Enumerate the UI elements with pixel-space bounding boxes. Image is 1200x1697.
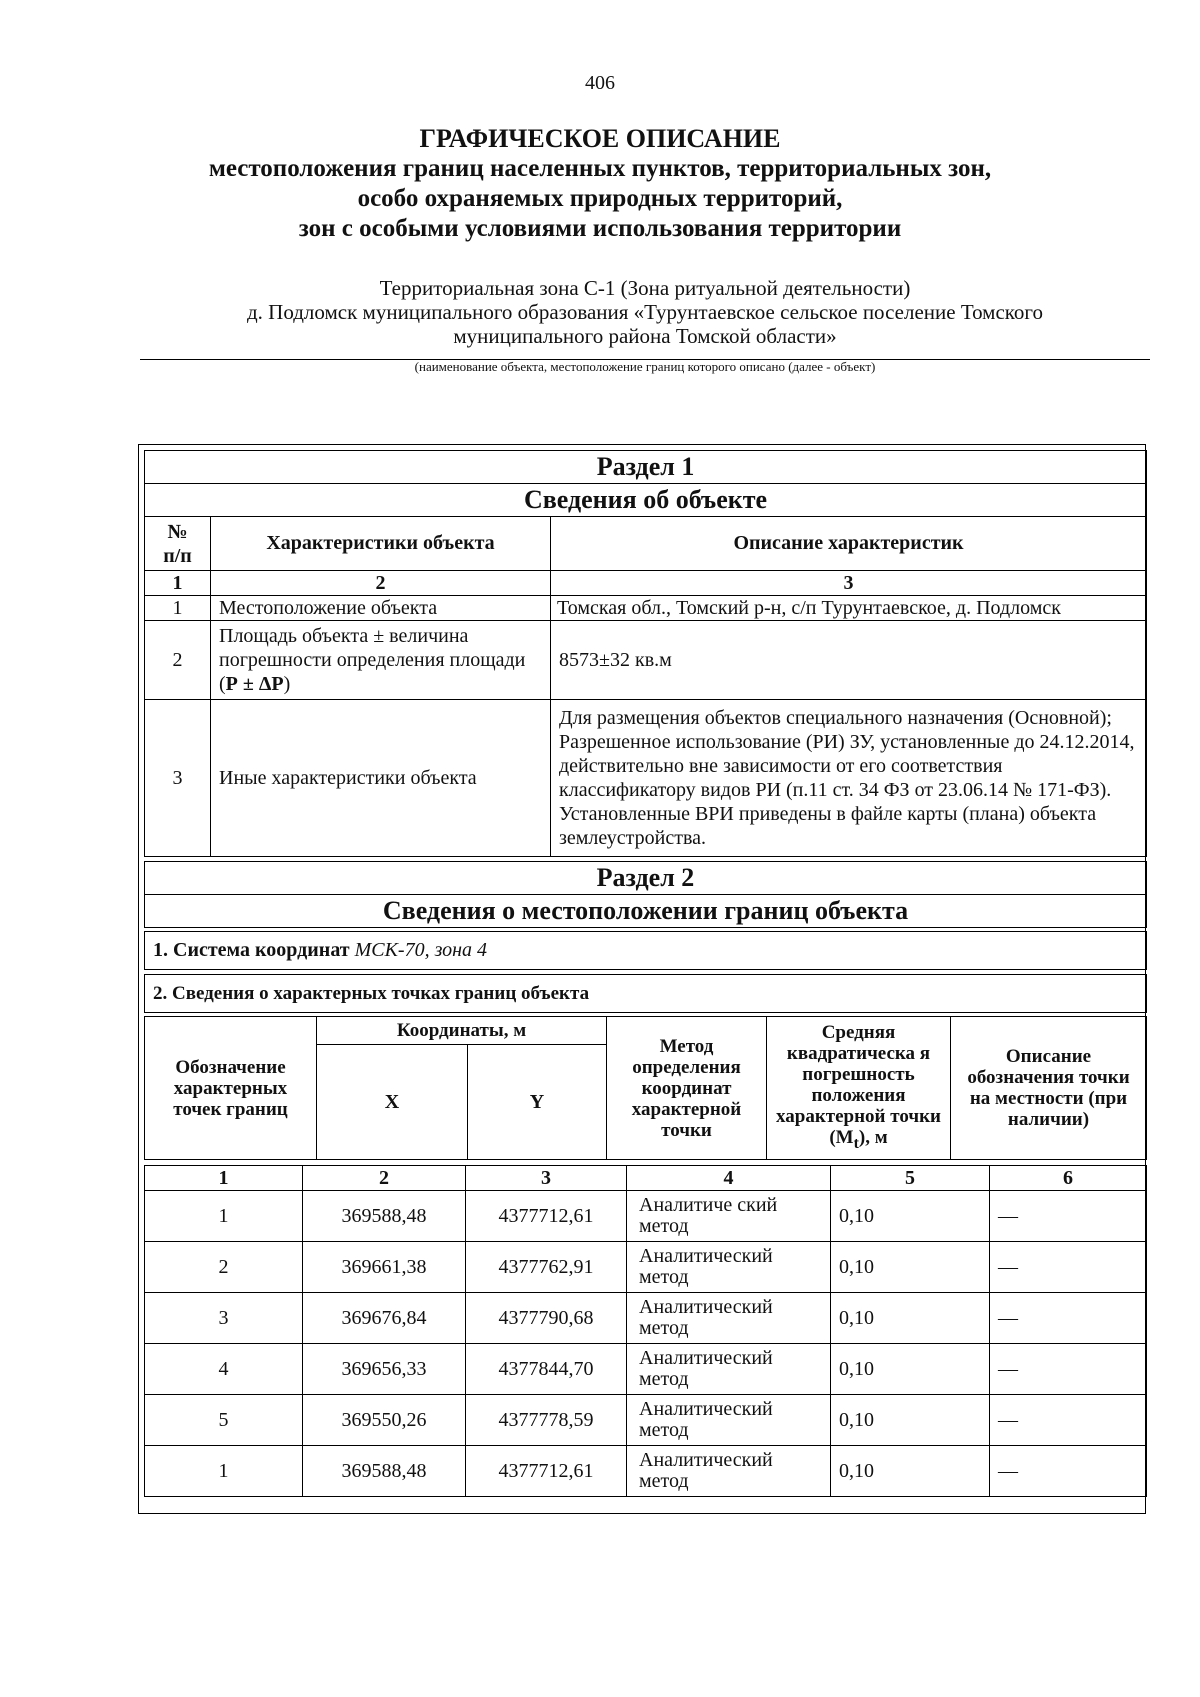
point-id: 1 <box>145 1191 303 1242</box>
point-y: 4377844,70 <box>466 1344 627 1395</box>
header-description: Описание характеристик <box>551 517 1147 571</box>
index-cell: 3 <box>551 571 1147 596</box>
point-id: 5 <box>145 1395 303 1446</box>
characteristic-name <box>211 621 551 700</box>
area-label-end: ) <box>283 673 291 695</box>
object-name <box>140 276 1150 348</box>
header-mean-error-text: Средняя квадратическа я погрешность положения характерной точки (М <box>776 1022 941 1149</box>
index-cell: 2 <box>211 571 551 596</box>
point-method: Аналитиче ский метод <box>627 1191 831 1242</box>
document-heading <box>0 124 1200 244</box>
point-x: 369676,84 <box>303 1293 466 1344</box>
index-cell: 6 <box>990 1166 1147 1191</box>
point-method: Аналитический метод <box>627 1446 831 1497</box>
table-row <box>145 1242 1147 1293</box>
document-subtitle-line-1: местоположения границ населенных пунктов, территориальных зон, <box>208 155 992 182</box>
row-number: 2 <box>145 621 211 700</box>
section-1-title: Раздел 1 <box>145 451 1147 484</box>
point-error: 0,10 <box>831 1293 990 1344</box>
document-subtitle-line-2: особо охраняемых природных территорий, <box>357 185 843 212</box>
coordinate-system <box>145 932 1147 970</box>
section-1-table <box>144 450 1147 857</box>
section-2-title-table <box>144 861 1147 928</box>
point-method: Аналитический метод <box>627 1395 831 1446</box>
characteristic-value: Томская обл., Томский р-н, с/п Турунтаевское, д. Подломск <box>551 596 1147 621</box>
index-cell: 1 <box>145 571 211 596</box>
characteristic-name: Местоположение объекта <box>211 596 551 621</box>
object-name-line-2: д. Подломск муниципального образования «Турунтаевское сельское поселение Томского <box>246 300 1044 324</box>
header-y: Y <box>468 1045 607 1160</box>
point-description: — <box>990 1395 1147 1446</box>
point-y: 4377778,59 <box>466 1395 627 1446</box>
header-x: X <box>317 1045 468 1160</box>
point-error: 0,10 <box>831 1191 990 1242</box>
area-label: Площадь объекта ± величина погрешности определения площади ( <box>219 625 526 695</box>
point-description: — <box>990 1446 1147 1497</box>
coordinate-system-label: 1. Система координат <box>153 939 355 961</box>
point-x: 369588,48 <box>303 1446 466 1497</box>
point-id: 4 <box>145 1344 303 1395</box>
row-number: 3 <box>145 700 211 857</box>
point-error: 0,10 <box>831 1344 990 1395</box>
coordinate-system-table <box>144 931 1147 970</box>
header-method: Метод определения координат характерной точки <box>607 1017 767 1160</box>
points-table <box>144 1165 1147 1497</box>
object-name-line-3: муниципального района Томской области» <box>453 324 837 348</box>
characteristic-value: 8573±32 кв.м <box>551 621 1147 700</box>
point-error: 0,10 <box>831 1446 990 1497</box>
point-error: 0,10 <box>831 1395 990 1446</box>
point-id: 1 <box>145 1446 303 1497</box>
table-row <box>145 1191 1147 1242</box>
table-row <box>145 596 1147 621</box>
point-description: — <box>990 1191 1147 1242</box>
point-x: 369661,38 <box>303 1242 466 1293</box>
section-2-title: Раздел 2 <box>145 862 1147 895</box>
object-name-caption: (наименование объекта, местоположение границ которого описано (далее - объект) <box>414 359 876 374</box>
table-row <box>145 1446 1147 1497</box>
index-cell: 2 <box>303 1166 466 1191</box>
document-subtitle-line-3: зон с особыми условиями использования территории <box>298 215 902 242</box>
table-row <box>145 700 1147 857</box>
section-2-subtitle: Сведения о местоположении границ объекта <box>145 895 1147 928</box>
point-description: — <box>990 1344 1147 1395</box>
point-x: 369550,26 <box>303 1395 466 1446</box>
index-cell: 4 <box>627 1166 831 1191</box>
header-mean-error-subscript: t <box>853 1134 859 1152</box>
header-point-designation: Обозначение характерных точек границ <box>145 1017 317 1160</box>
area-formula: Р ± ΔР <box>225 673 284 695</box>
table-row <box>145 1293 1147 1344</box>
section-1-subtitle: Сведения об объекте <box>145 484 1147 517</box>
header-row-number: № п/п <box>145 517 211 571</box>
header-mean-error-unit: ), м <box>858 1127 888 1149</box>
table-row <box>145 1344 1147 1395</box>
point-x: 369588,48 <box>303 1191 466 1242</box>
page-number: 406 <box>585 72 615 94</box>
point-error: 0,10 <box>831 1242 990 1293</box>
header-coordinates: Координаты, м <box>317 1017 607 1045</box>
table-row <box>145 1395 1147 1446</box>
coordinate-system-value: МСК-70, зона 4 <box>354 939 488 961</box>
point-id: 2 <box>145 1242 303 1293</box>
index-cell: 5 <box>831 1166 990 1191</box>
index-cell: 1 <box>145 1166 303 1191</box>
characteristic-name: Иные характеристики объекта <box>211 700 551 857</box>
row-number: 1 <box>145 596 211 621</box>
point-y: 4377712,61 <box>466 1446 627 1497</box>
document-title: ГРАФИЧЕСКОЕ ОПИСАНИЕ <box>419 124 781 153</box>
object-name-line-1: Территориальная зона С-1 (Зона ритуальной деятельности) <box>379 276 911 300</box>
header-characteristics: Характеристики объекта <box>211 517 551 571</box>
point-id: 3 <box>145 1293 303 1344</box>
header-point-description: Описание обозначения точки на местности (при наличии) <box>951 1017 1147 1160</box>
points-title-table <box>144 974 1147 1013</box>
characteristic-value: Для размещения объектов специального назначения (Основной); Разрешенное использование (РИ) ЗУ, установленные до 24.12.2014, действительно вне зависимости от его соответствия классификатору видов РИ (п.11 ст. 34 ФЗ от 23.06.14 № 171-ФЗ). Установленные ВРИ приведены в файле карты (плана) объекта землеустройства. <box>551 700 1147 857</box>
point-y: 4377712,61 <box>466 1191 627 1242</box>
point-y: 4377790,68 <box>466 1293 627 1344</box>
point-x: 369656,33 <box>303 1344 466 1395</box>
index-cell: 3 <box>466 1166 627 1191</box>
header-mean-error <box>767 1017 951 1160</box>
points-header-table <box>144 1016 1147 1160</box>
point-method: Аналитический метод <box>627 1293 831 1344</box>
point-y: 4377762,91 <box>466 1242 627 1293</box>
point-method: Аналитический метод <box>627 1344 831 1395</box>
table-row <box>145 621 1147 700</box>
point-description: — <box>990 1242 1147 1293</box>
points-section-label: 2. Сведения о характерных точках границ объекта <box>145 975 1147 1013</box>
point-description: — <box>990 1293 1147 1344</box>
point-method: Аналитический метод <box>627 1242 831 1293</box>
